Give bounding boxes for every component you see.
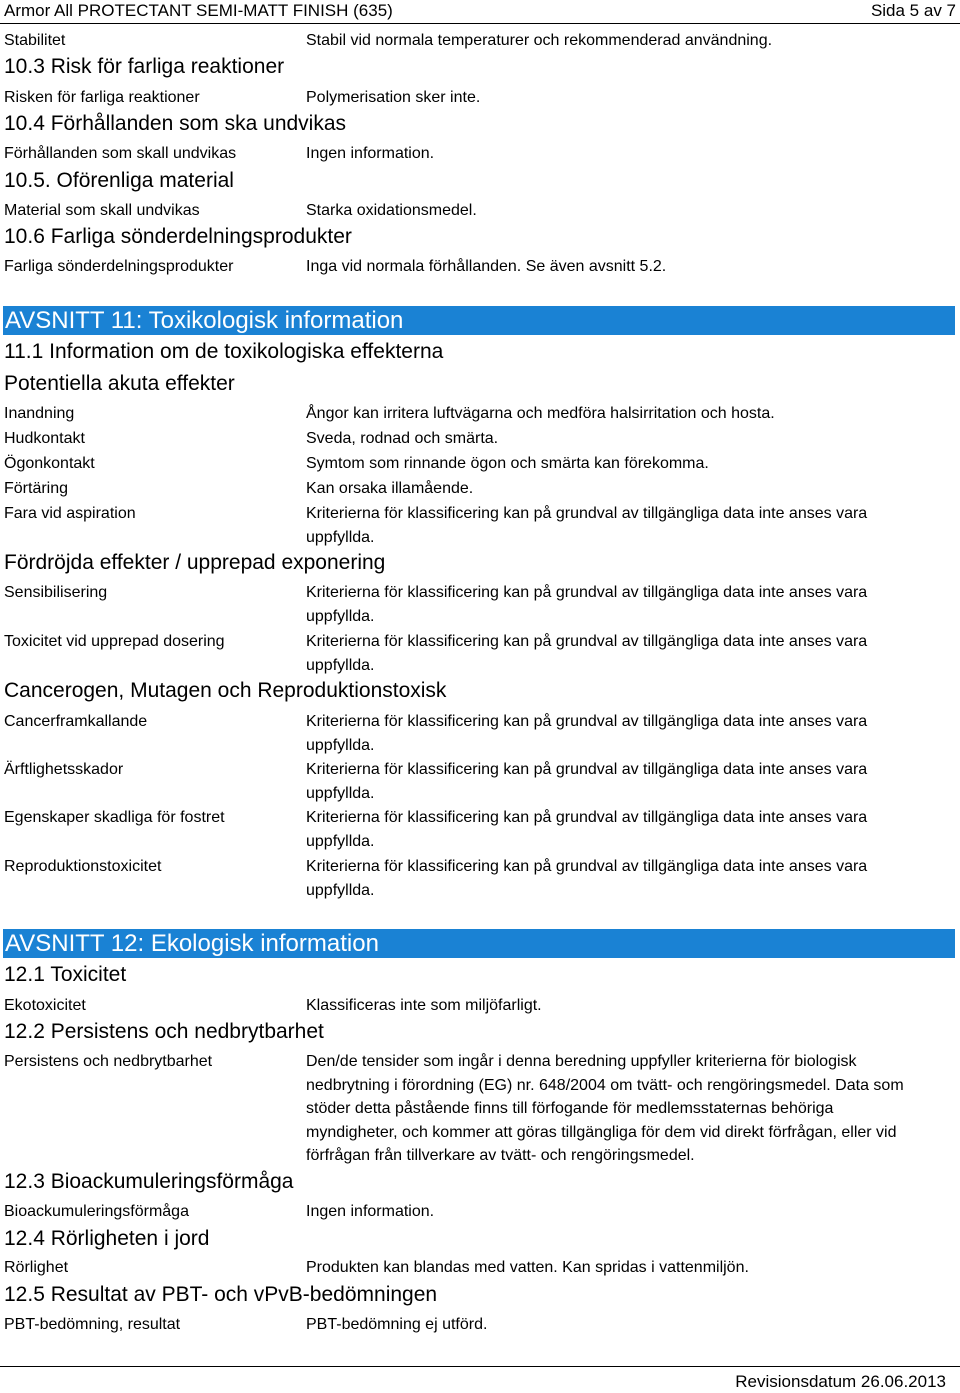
- row-label: Cancerframkallande: [4, 713, 148, 730]
- row-value: Kan orsaka illamående.: [306, 480, 474, 497]
- row-label: Ärftlighetsskador: [4, 761, 124, 778]
- heading-12-3: 12.3 Bioackumuleringsförmåga: [4, 1170, 294, 1193]
- heading-12-1: 12.1 Toxicitet: [4, 963, 127, 986]
- heading-12-5: 12.5 Resultat av PBT- och vPvB-bedömningen: [4, 1283, 438, 1306]
- row-label: Toxicitet vid upprepad dosering: [4, 633, 225, 650]
- row-value: Produkten kan blandas med vatten. Kan spridas i vattenmiljön.: [306, 1259, 749, 1276]
- heading-10-6: 10.6 Farliga sönderdelningsprodukter: [4, 225, 352, 248]
- heading-10-3: 10.3 Risk för farliga reaktioner: [4, 55, 285, 78]
- acute-effects-heading: Potentiella akuta effekter: [4, 372, 235, 395]
- heading-11-1: 11.1 Information om de toxikologiska effekterna: [4, 340, 444, 363]
- row-value: Kriterierna för klassificering kan på grundval av tillgängliga data inte anses vara uppfyllda.: [306, 713, 868, 754]
- row-label: Risken för farliga reaktioner: [4, 89, 200, 106]
- row-label: Egenskaper skadliga för fostret: [4, 809, 225, 826]
- row-value: Kriterierna för klassificering kan på grundval av tillgängliga data inte anses vara uppfyllda.: [306, 584, 868, 625]
- row-label: Hudkontakt: [4, 430, 85, 447]
- page-number: Sida 5 av 7: [870, 1, 956, 20]
- section-12-banner: AVSNITT 12: Ekologisk information: [3, 929, 955, 958]
- row-label: Reproduktionstoxicitet: [4, 858, 162, 875]
- row-label: Fara vid aspiration: [4, 505, 136, 522]
- row-label: PBT-bedömning, resultat: [4, 1316, 181, 1333]
- row-label: Ekotoxicitet: [4, 997, 86, 1014]
- row-label: Rörlighet: [4, 1259, 69, 1276]
- row-value: Symtom som rinnande ögon och smärta kan förekomma.: [306, 455, 709, 472]
- row-label: Farliga sönderdelningsprodukter: [4, 258, 234, 275]
- row-value: Inga vid normala förhållanden. Se även avsnitt 5.2.: [306, 258, 667, 275]
- row-value: Sveda, rodnad och smärta.: [306, 430, 499, 447]
- row-label: Ögonkontakt: [4, 455, 95, 472]
- footer-divider: [0, 1366, 960, 1367]
- section-11-banner: AVSNITT 11: Toxikologisk information: [3, 306, 955, 335]
- row-value: Kriterierna för klassificering kan på grundval av tillgängliga data inte anses vara uppfyllda.: [306, 505, 868, 546]
- row-label: Inandning: [4, 405, 75, 422]
- row-label: Förtäring: [4, 480, 69, 497]
- row-label: Sensibilisering: [4, 584, 108, 601]
- header-divider: [0, 23, 960, 24]
- document-title: Armor All PROTECTANT SEMI-MATT FINISH (635): [4, 1, 393, 20]
- heading-12-4: 12.4 Rörligheten i jord: [4, 1227, 210, 1250]
- row-label: Stabilitet: [4, 32, 66, 49]
- row-value: Ångor kan irritera luftvägarna och medföra halsirritation och hosta.: [306, 405, 775, 422]
- heading-10-5: 10.5. Oförenliga material: [4, 169, 234, 192]
- row-value: Stabil vid normala temperaturer och rekommenderad användning.: [306, 32, 773, 49]
- revision-date: Revisionsdatum 26.06.2013: [735, 1372, 946, 1391]
- cmr-heading: Cancerogen, Mutagen och Reproduktionstoxisk: [4, 679, 447, 702]
- heading-10-4: 10.4 Förhållanden som ska undvikas: [4, 112, 347, 135]
- row-value: Kriterierna för klassificering kan på grundval av tillgängliga data inte anses vara uppfyllda.: [306, 761, 868, 802]
- row-value: Klassificeras inte som miljöfarligt.: [306, 997, 542, 1014]
- row-value: Kriterierna för klassificering kan på grundval av tillgängliga data inte anses vara uppfyllda.: [306, 633, 868, 674]
- row-label: Material som skall undvikas: [4, 202, 200, 219]
- row-value: Kriterierna för klassificering kan på grundval av tillgängliga data inte anses vara uppfyllda.: [306, 809, 868, 850]
- heading-12-2: 12.2 Persistens och nedbrytbarhet: [4, 1020, 324, 1043]
- row-value: Kriterierna för klassificering kan på grundval av tillgängliga data inte anses vara uppfyllda.: [306, 858, 868, 899]
- row-value: PBT-bedömning ej utförd.: [306, 1316, 488, 1333]
- delayed-effects-heading: Fördröjda effekter / upprepad exponering: [4, 551, 386, 574]
- row-value: Starka oxidationsmedel.: [306, 202, 477, 219]
- row-value: Ingen information.: [306, 145, 435, 162]
- row-value: Den/de tensider som ingår i denna beredning uppfyller kriterierna för biologisk nedbrytning i förordning (EG) nr. 648/2004 om tvätt- och rengöringsmedel. Data som stöder detta påstående finns till förfogande för medlemsstaternas behöriga myndigheter, och kommer att göras tillgängliga för dem vid direkt förfrågan, eller vid förfrågan från tillverkare av tvätt- och rengöringsmedel.: [306, 1053, 904, 1164]
- row-value: Polymerisation sker inte.: [306, 89, 481, 106]
- row-label: Bioackumuleringsförmåga: [4, 1203, 189, 1220]
- row-label: Persistens och nedbrytbarhet: [4, 1053, 213, 1070]
- row-label: Förhållanden som skall undvikas: [4, 145, 237, 162]
- row-value: Ingen information.: [306, 1203, 435, 1220]
